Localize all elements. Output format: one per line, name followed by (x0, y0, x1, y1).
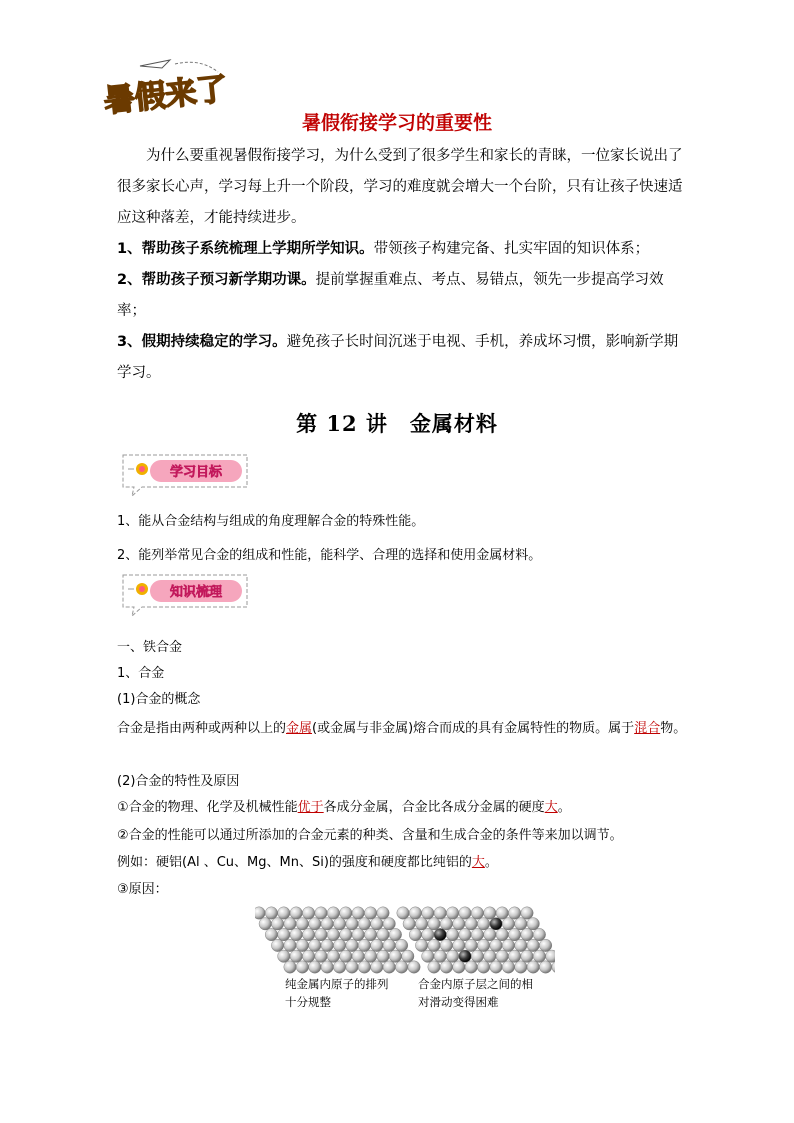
metal-atom (477, 961, 489, 973)
metal-atom (471, 950, 483, 962)
blank-answer: 混合 (634, 721, 661, 736)
metal-atom (527, 939, 539, 951)
metal-atom (352, 907, 364, 919)
metal-atom (315, 928, 327, 940)
metal-atom (428, 918, 440, 930)
metal-atom (552, 961, 555, 973)
metal-atom (527, 961, 539, 973)
blank-answer: 优于 (297, 800, 324, 815)
metal-atom (403, 918, 415, 930)
metal-atom (539, 961, 551, 973)
benefit-3 (117, 327, 683, 389)
metal-atom (496, 928, 508, 940)
metal-atom (259, 918, 271, 930)
metal-atom (315, 950, 327, 962)
metal-atom (409, 928, 421, 940)
metal-atom (284, 918, 296, 930)
property-1 (117, 798, 687, 818)
metal-atom (484, 928, 496, 940)
blank-answer: 大 (544, 800, 558, 815)
metal-atom (327, 907, 339, 919)
metal-atom (333, 939, 345, 951)
metal-atom (397, 907, 409, 919)
caption-line: 合金内原子层之间的相 (418, 977, 533, 991)
metal-atom (533, 928, 545, 940)
metal-atom (333, 961, 345, 973)
metal-atom (302, 907, 314, 919)
metal-atom (321, 939, 333, 951)
metal-atom (315, 907, 327, 919)
metal-atom (527, 918, 539, 930)
metal-atom (340, 928, 352, 940)
metal-atom (428, 939, 440, 951)
metal-atom (490, 939, 502, 951)
atom-arrangement-figure (255, 905, 555, 980)
metal-atom (346, 918, 358, 930)
benefit-1 (117, 234, 683, 265)
goal-1: 1、能从合金结构与组成的角度理解合金的特殊性能。 (117, 514, 425, 529)
metal-atom (490, 961, 502, 973)
metal-atom (352, 950, 364, 962)
metal-atom (428, 961, 440, 973)
benefit-2 (117, 265, 683, 327)
metal-atom (327, 950, 339, 962)
metal-atom (383, 939, 395, 951)
metal-atom (440, 961, 452, 973)
metal-atom (477, 918, 489, 930)
metal-atom (302, 950, 314, 962)
metal-atom (371, 918, 383, 930)
metal-atom (358, 939, 370, 951)
metal-atom (309, 939, 321, 951)
metal-atom (389, 950, 401, 962)
alloy-property-heading: (2)合金的特性及原因 (117, 774, 240, 789)
metal-atom (346, 961, 358, 973)
metal-atom (484, 907, 496, 919)
blank-answer: 大 (471, 855, 485, 870)
metal-atom (515, 939, 527, 951)
metal-atom (296, 939, 308, 951)
metal-atom (296, 961, 308, 973)
metal-atom (502, 939, 514, 951)
metal-atom (364, 950, 376, 962)
metal-atom (453, 939, 465, 951)
metal-atom (389, 928, 401, 940)
metal-atom (340, 950, 352, 962)
badge-2-label: 知识梳理 (169, 585, 223, 600)
metal-atom (265, 928, 277, 940)
caption-line: 纯金属内原子的排列 (285, 977, 389, 991)
caption-line: 对滑动变得困难 (418, 995, 499, 1009)
metal-atom (358, 961, 370, 973)
metal-atom (290, 950, 302, 962)
metal-atom (371, 961, 383, 973)
metal-atom (371, 939, 383, 951)
metal-atom (546, 950, 555, 962)
blank-answer: 金属 (286, 721, 313, 736)
metal-atom (284, 939, 296, 951)
metal-atom (453, 918, 465, 930)
metal-atom (521, 950, 533, 962)
learning-goals-badge (120, 452, 250, 498)
metal-atom (340, 907, 352, 919)
metal-atom (284, 961, 296, 973)
metal-atom (465, 918, 477, 930)
alloy-atom (434, 928, 446, 940)
metal-atom (278, 928, 290, 940)
metal-atom (290, 907, 302, 919)
metal-atom (477, 939, 489, 951)
metal-atom (408, 961, 420, 973)
metal-atom (377, 928, 389, 940)
metal-atom (415, 918, 427, 930)
metal-atom (321, 961, 333, 973)
knowledge-badge (120, 572, 250, 618)
alloy-concept-heading: (1)合金的概念 (117, 692, 201, 707)
example-hard-aluminum (117, 853, 687, 873)
metal-atom (255, 907, 265, 919)
metal-atom (415, 939, 427, 951)
metal-atom (358, 918, 370, 930)
metal-atom (471, 907, 483, 919)
benefit-2-title: 2、帮助孩子预习新学期功课。 (117, 272, 316, 288)
metal-atom (422, 950, 434, 962)
metal-atom (459, 928, 471, 940)
metal-atom (265, 907, 277, 919)
metal-atom (508, 928, 520, 940)
benefit-3-text: 避免孩子长时间沉迷于电视、手机，养成坏习惯，影响新学期学习。 (117, 334, 679, 381)
metal-atom (333, 918, 345, 930)
text-run: 各成分金属，合金比各成分金属的硬度 (323, 800, 545, 815)
intro-heading: 暑假衔接学习的重要性 (301, 112, 492, 134)
metal-atom (278, 907, 290, 919)
metal-atom (309, 918, 321, 930)
metal-atom (521, 928, 533, 940)
metal-atom (502, 918, 514, 930)
reason-heading: ③原因： (117, 882, 168, 897)
metal-atom (422, 907, 434, 919)
metal-atom (521, 907, 533, 919)
property-2: ②合金的性能可以通过所添加的合金元素的种类、含量和生成合金的条件等来加以调节。 (117, 828, 623, 843)
metal-atom (422, 928, 434, 940)
metal-atom (395, 961, 407, 973)
metal-atom (309, 961, 321, 973)
metal-atom (539, 939, 551, 951)
metal-atom (465, 939, 477, 951)
metal-atom (321, 918, 333, 930)
metal-atom (302, 928, 314, 940)
atom-diagram (255, 905, 555, 980)
metal-atom (434, 950, 446, 962)
metal-atom (327, 928, 339, 940)
metal-atom (434, 907, 446, 919)
metal-atom (346, 939, 358, 951)
metal-atom (440, 939, 452, 951)
metal-atom (471, 928, 483, 940)
metal-atom (440, 918, 452, 930)
text-run: 。 (484, 855, 498, 870)
alloy-atom (490, 918, 502, 930)
metal-atom (496, 907, 508, 919)
metal-atom (409, 907, 421, 919)
text-run: 合金是指由两种或两种以上的 (117, 721, 287, 736)
caption-alloy (418, 975, 533, 1011)
metal-atom (533, 950, 545, 962)
benefit-3-title: 3、假期持续稳定的学习。 (117, 334, 287, 350)
logo-text: 暑假来了 (102, 71, 230, 118)
metal-atom (465, 961, 477, 973)
metal-atom (484, 950, 496, 962)
metal-atom (446, 928, 458, 940)
metal-atom (290, 928, 302, 940)
metal-atom (459, 907, 471, 919)
benefit-2-text: 提前掌握重难点、考点、易错点，领先一步提高学习效率； (117, 272, 664, 319)
text-run: ①合金的物理、化学及机械性能 (117, 800, 298, 815)
metal-atom (446, 907, 458, 919)
goal-2: 2、能列举常见合金的组成和性能，能科学、合理的选择和使用金属材料。 (117, 548, 542, 563)
metal-atom (364, 907, 376, 919)
caption-pure-metal (285, 975, 389, 1011)
text-run: 。 (557, 800, 571, 815)
metal-atom (515, 918, 527, 930)
metal-atom (383, 918, 395, 930)
metal-atom (383, 961, 395, 973)
section-alloy: 1、合金 (117, 666, 165, 681)
metal-atom (502, 961, 514, 973)
metal-atom (508, 907, 520, 919)
benefit-1-text: 带领孩子构建完备、扎实牢固的知识体系； (373, 241, 650, 257)
intro-paragraph: 为什么要重视暑假衔接学习，为什么受到了很多学生和家长的青睐，一位家长说出了很多家长心声，学习每上升一个阶段，学习的难度就会增大一个台阶，只有让孩子快速适应这种落差，才能持续进步。 (117, 148, 683, 226)
text-run: (或金属与非金属)熔合而成的具有金属特性的物质。属于 (312, 721, 635, 736)
metal-atom (508, 950, 520, 962)
text-run: 例如：硬铝(Al 、Cu、Mg、Mn、Si)的强度和硬度都比纯铝的 (117, 855, 472, 870)
metal-atom (453, 961, 465, 973)
badge-1-label: 学习目标 (169, 465, 223, 480)
text-run: 物。 (660, 721, 687, 736)
benefit-1-title: 1、帮助孩子系统梳理上学期所学知识。 (117, 241, 374, 257)
metal-atom (446, 950, 458, 962)
metal-atom (395, 939, 407, 951)
metal-atom (377, 907, 389, 919)
section-iron-alloy: 一、铁合金 (117, 640, 183, 655)
metal-atom (278, 950, 290, 962)
metal-atom (496, 950, 508, 962)
metal-atom (271, 939, 283, 951)
metal-atom (364, 928, 376, 940)
metal-atom (271, 918, 283, 930)
metal-atom (296, 918, 308, 930)
metal-atom (352, 928, 364, 940)
metal-atom (515, 961, 527, 973)
metal-atom (377, 950, 389, 962)
caption-line: 十分规整 (285, 995, 331, 1009)
alloy-definition (117, 716, 687, 741)
lesson-title: 第 12 讲 金属材料 (296, 411, 498, 436)
metal-atom (402, 950, 414, 962)
alloy-atom (459, 950, 471, 962)
